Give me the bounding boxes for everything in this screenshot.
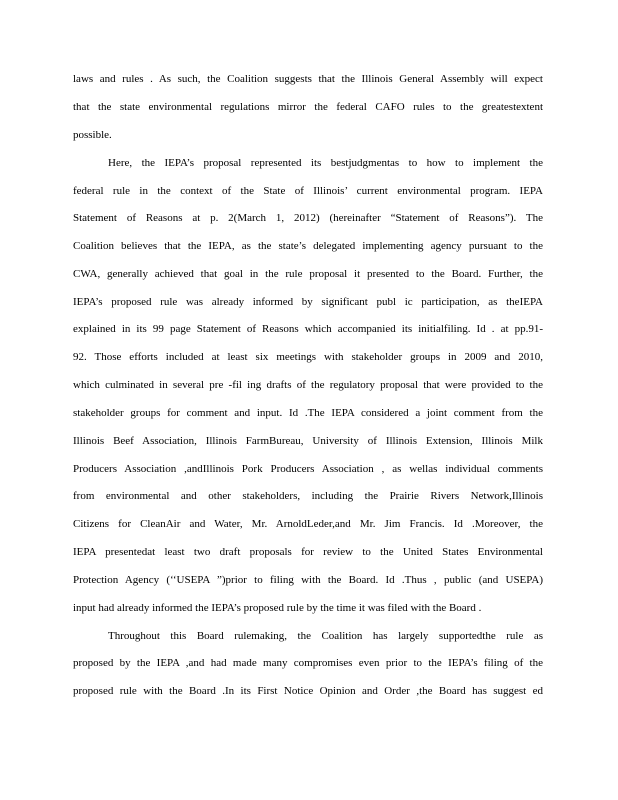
text-line: explained in its 99 page Statement of Reasons which accompanied its initialfiling. Id . at pp.91- xyxy=(73,323,543,335)
text-line: Protection Agency (‘‘USEPA ”)prior to filing with the Board. Id .Thus , public (and USEPA) xyxy=(73,574,543,586)
text-line: that the state environmental regulations mirror the federal CAFO rules to the greatestextent xyxy=(73,101,543,113)
text-line: proposed rule with the Board .In its First Notice Opinion and Order ,the Board has suggest ed xyxy=(73,685,543,697)
text-line: Coalition believes that the IEPA, as the state’s delegated implementing agency pursuant to the xyxy=(73,240,543,252)
text-line: IEPA presentedat least two draft proposals for review to the United States Environmental xyxy=(73,546,543,558)
text-line: federal rule in the context of the State of Illinois’ current environmental program. IEPA xyxy=(73,185,543,197)
text-line: stakeholder groups for comment and input. Id .The IEPA considered a joint comment from the xyxy=(73,407,543,419)
text-line: Illinois Beef Association, Illinois FarmBureau, University of Illinois Extension, Illinois Milk xyxy=(73,435,543,447)
text-line: input had already informed the IEPA’s proposed rule by the time it was filed with the Board . xyxy=(73,602,482,614)
text-line: possible. xyxy=(73,129,112,141)
text-line: CWA, generally achieved that goal in the rule proposal it presented to the Board. Further, the xyxy=(73,268,543,280)
text-line: from environmental and other stakeholders, including the Prairie Rivers Network,Illinois xyxy=(73,490,543,502)
text-line: Statement of Reasons at p. 2(March 1, 2012) (hereinafter “Statement of Reasons”). The xyxy=(73,212,543,224)
text-line: Producers Association ,andIllinois Pork Producers Association , as wellas individual comments xyxy=(73,463,543,475)
text-line: Citizens for CleanAir and Water, Mr. ArnoldLeder,and Mr. Jim Francis. Id .Moreover, the xyxy=(73,518,543,530)
text-line: IEPA’s proposed rule was already informed by significant publ ic participation, as theIEPA xyxy=(73,296,543,308)
paragraph-start-line: Here, the IEPA’s proposal represented its bestjudgmentas to how to implement the xyxy=(108,157,543,169)
text-line: which culminated in several pre -fil ing drafts of the regulatory proposal that were provided to the xyxy=(73,379,543,391)
paragraph-start-line: Throughout this Board rulemaking, the Coalition has largely supportedthe rule as xyxy=(108,630,543,642)
text-line: laws and rules . As such, the Coalition suggests that the Illinois General Assembly will expect xyxy=(73,73,543,85)
text-line: proposed by the IEPA ,and had made many compromises even prior to the IEPA’s filing of the xyxy=(73,657,543,669)
text-line: 92. Those efforts included at least six meetings with stakeholder groups in 2009 and 2010, xyxy=(73,351,543,363)
